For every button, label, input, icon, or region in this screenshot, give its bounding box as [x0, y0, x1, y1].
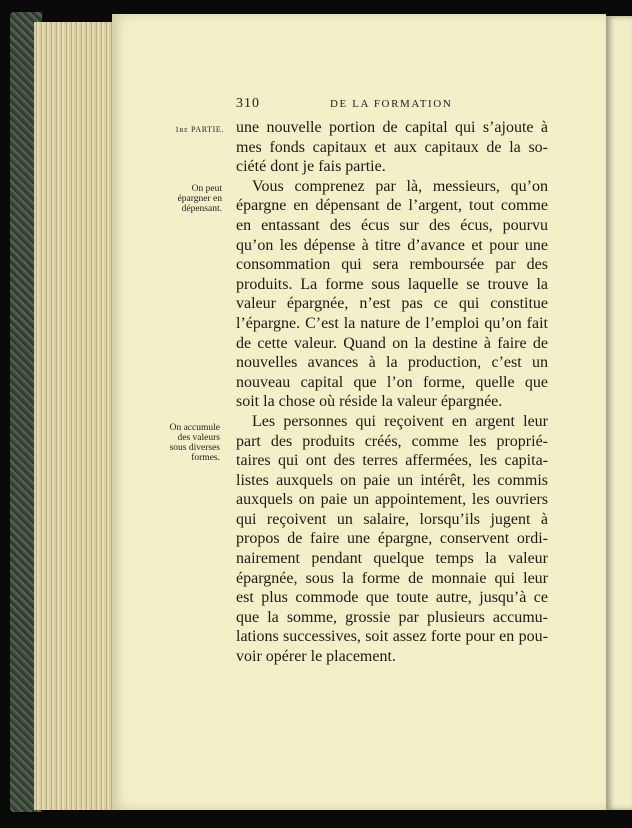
text-line: épargne en dépensant de l’argent, tout comme [236, 197, 548, 215]
text-line: que la somme, grossie par plusieurs accumu- [236, 608, 548, 626]
margin-note-line: épargner en [177, 194, 222, 204]
text-line: lations successives, soit assez forte pour en pou- [236, 628, 548, 646]
text-line: une nouvelle portion de capital qui s’ajoute à [236, 119, 548, 136]
page-edges [34, 22, 116, 810]
part-label: 1re PARTIE. [174, 125, 224, 134]
margin-note-line: formes. [191, 453, 220, 463]
text-line: taires qui ont des terres affermées, les capita- [236, 452, 548, 470]
text-line: nouveau capital que l’on forme, quelle que [236, 373, 548, 391]
text-line: listes auxquels on paie un intérêt, les commis [236, 471, 548, 489]
text-line: l’épargne. C’est la nature de l’emploi qu’on fait [236, 314, 548, 332]
text-line: propos de faire une épargne, conservent ordi- [236, 530, 548, 548]
text-line: part des produits créés, comme les proprié- [236, 432, 548, 450]
text-line: nairement pendant quelque temps la valeur [236, 550, 548, 568]
text-line: ciété dont je fais partie. [236, 158, 386, 176]
text-line: est plus commode que toute autre, jusqu’à ce [236, 589, 548, 607]
text-line: qui reçoivent un salaire, lorsqu’ils jugent à [236, 510, 548, 528]
facing-page-edge [606, 16, 632, 810]
running-title: DE LA FORMATION [330, 98, 453, 110]
text-line: en entassant des écus sur des écus, pourvu [236, 216, 548, 234]
margin-note-line: On accumule [169, 423, 220, 433]
margin-note-line: sous diverses [169, 443, 220, 453]
text-line: mes fonds capitaux et aux capitaux de la so- [236, 138, 548, 156]
text-line: Vous comprenez par là, messieurs, qu’on [252, 177, 548, 195]
text-line: qu’on les dépense à titre d’avance et pour une [236, 236, 548, 254]
margin-note-saving [164, 184, 222, 214]
text-line: auxquels on paie un appointement, les ouvriers [236, 491, 548, 509]
text-line: consommation qui sera remboursée par des [236, 256, 548, 274]
text-line: produits. La forme sous laquelle se trouve la [236, 275, 548, 293]
margin-note-accumulation [162, 423, 220, 463]
margin-note-line: des valeurs [177, 433, 220, 443]
running-header [236, 96, 546, 112]
text-line: valeur épargnée, n’est pas ce qui constitue [236, 295, 548, 313]
body-text [236, 118, 548, 667]
text-line: Les personnes qui reçoivent en argent leur [252, 412, 548, 430]
text-line: de cette valeur. Quand on la destine à faire de [236, 334, 548, 352]
text-line: soit la chose où réside la valeur épargnée. [236, 393, 503, 411]
text-line: nouvelles avances à la production, c’est un [236, 354, 548, 372]
text-line: épargnée, sous la forme de monnaie qui leur [236, 569, 548, 587]
margin-note-line: On peut [191, 184, 222, 194]
page-number: 310 [236, 96, 260, 111]
margin-note-line: dépensant. [181, 204, 222, 214]
text-line: voir opérer le placement. [236, 648, 396, 666]
